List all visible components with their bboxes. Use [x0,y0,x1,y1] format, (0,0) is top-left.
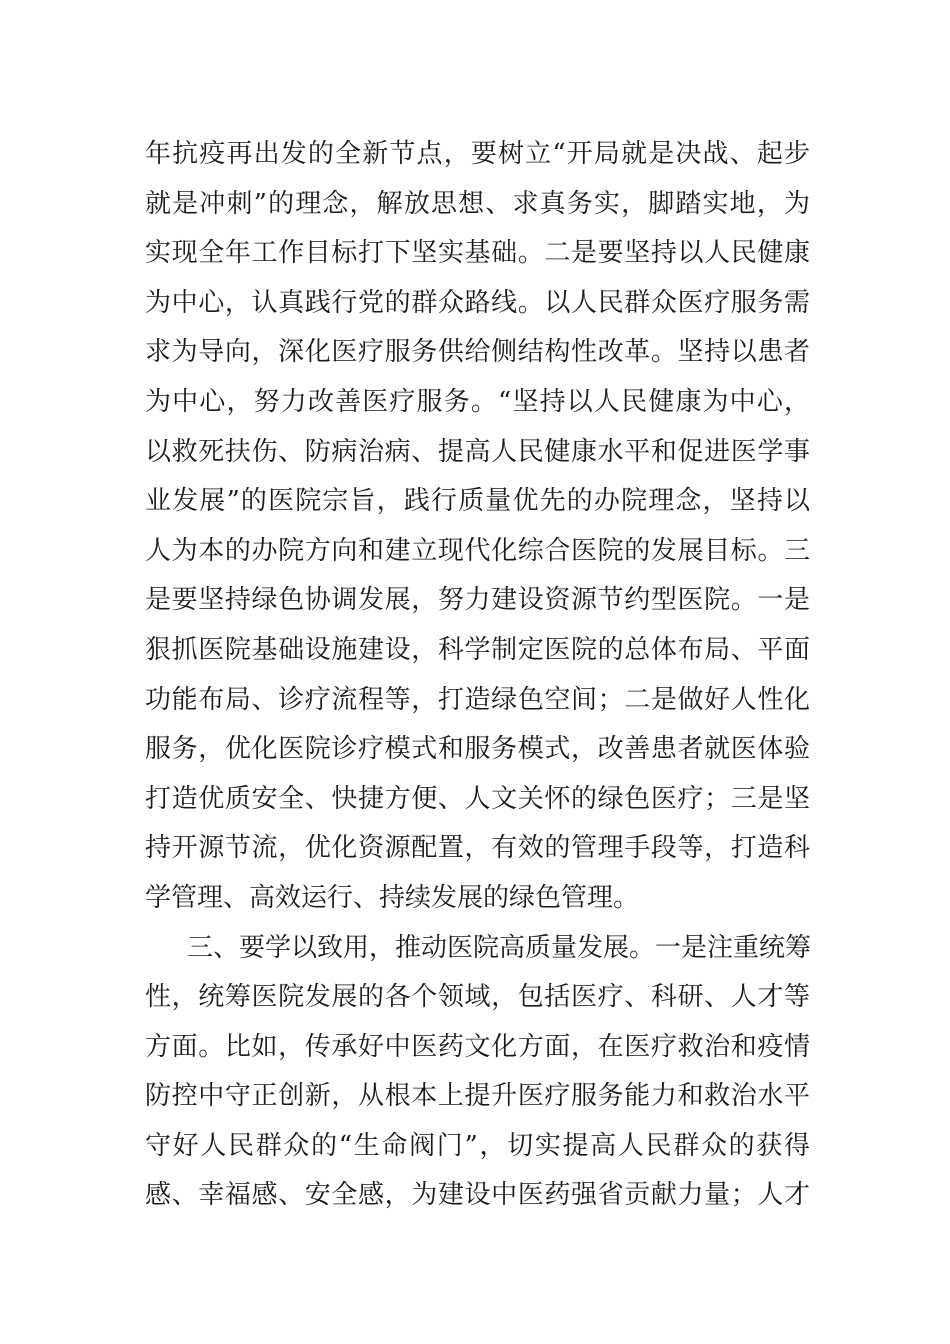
text-line: 打造优质安全、快捷方便、人文关怀的绿色医疗；三是坚 [145,783,810,814]
text-line: 业发展”的医院宗旨，践行质量优先的办院理念，坚持以 [145,486,810,517]
text-line: 为中心，努力改善医疗服务。“坚持以人民健康为中心， [145,386,810,417]
paragraph-end-line: 学管理、高效运行、持续发展的绿色管理。 [145,882,640,913]
text-line: 防控中守正创新，从根本上提升医疗服务能力和救治水平 [145,1081,810,1112]
text-line: 以救死扶伤、防病治病、提高人民健康水平和促进医学事 [145,436,810,467]
text-line: 方面。比如，传承好中医药文化方面，在医疗救治和疫情 [145,1031,810,1062]
text-line: 年抗疫再出发的全新节点，要树立“开局就是决战、起步 [145,139,810,169]
text-line: 是要坚持绿色协调发展，努力建设资源节约型医院。一是 [145,585,810,616]
text-line: 守好人民群众的“生命阀门”，切实提高人民群众的获得 [145,1130,810,1161]
text-line: 实现全年工作目标打下坚实基础。二是要坚持以人民健康 [145,238,810,269]
text-line: 人为本的办院方向和建立现代化综合医院的发展目标。三 [145,535,810,566]
text-line: 服务，优化医院诊疗模式和服务模式，改善患者就医体验 [145,734,810,765]
body-text [145,130,810,1221]
text-line: 为中心，认真践行党的群众路线。以人民群众医疗服务需 [145,287,810,318]
text-line: 狠抓医院基础设施建设，科学制定医院的总体布局、平面 [145,634,810,665]
text-line: 求为导向，深化医疗服务供给侧结构性改革。坚持以患者 [145,337,810,368]
text-line: 感、幸福感、安全感，为建设中医药强省贡献力量；人才 [145,1180,810,1211]
text-line: 性，统筹医院发展的各个领域，包括医疗、科研、人才等 [145,982,810,1013]
text-line: 功能布局、诊疗流程等，打造绿色空间；二是做好人性化 [145,684,810,715]
text-line: 持开源节流，优化资源配置，有效的管理手段等，打造科 [145,833,810,864]
text-line: 就是冲刺”的理念，解放思想、求真务实，脚踏实地，为 [145,188,810,219]
paragraph-start-line: 三、要学以致用，推动医院高质量发展。一是注重统筹 [187,932,812,963]
